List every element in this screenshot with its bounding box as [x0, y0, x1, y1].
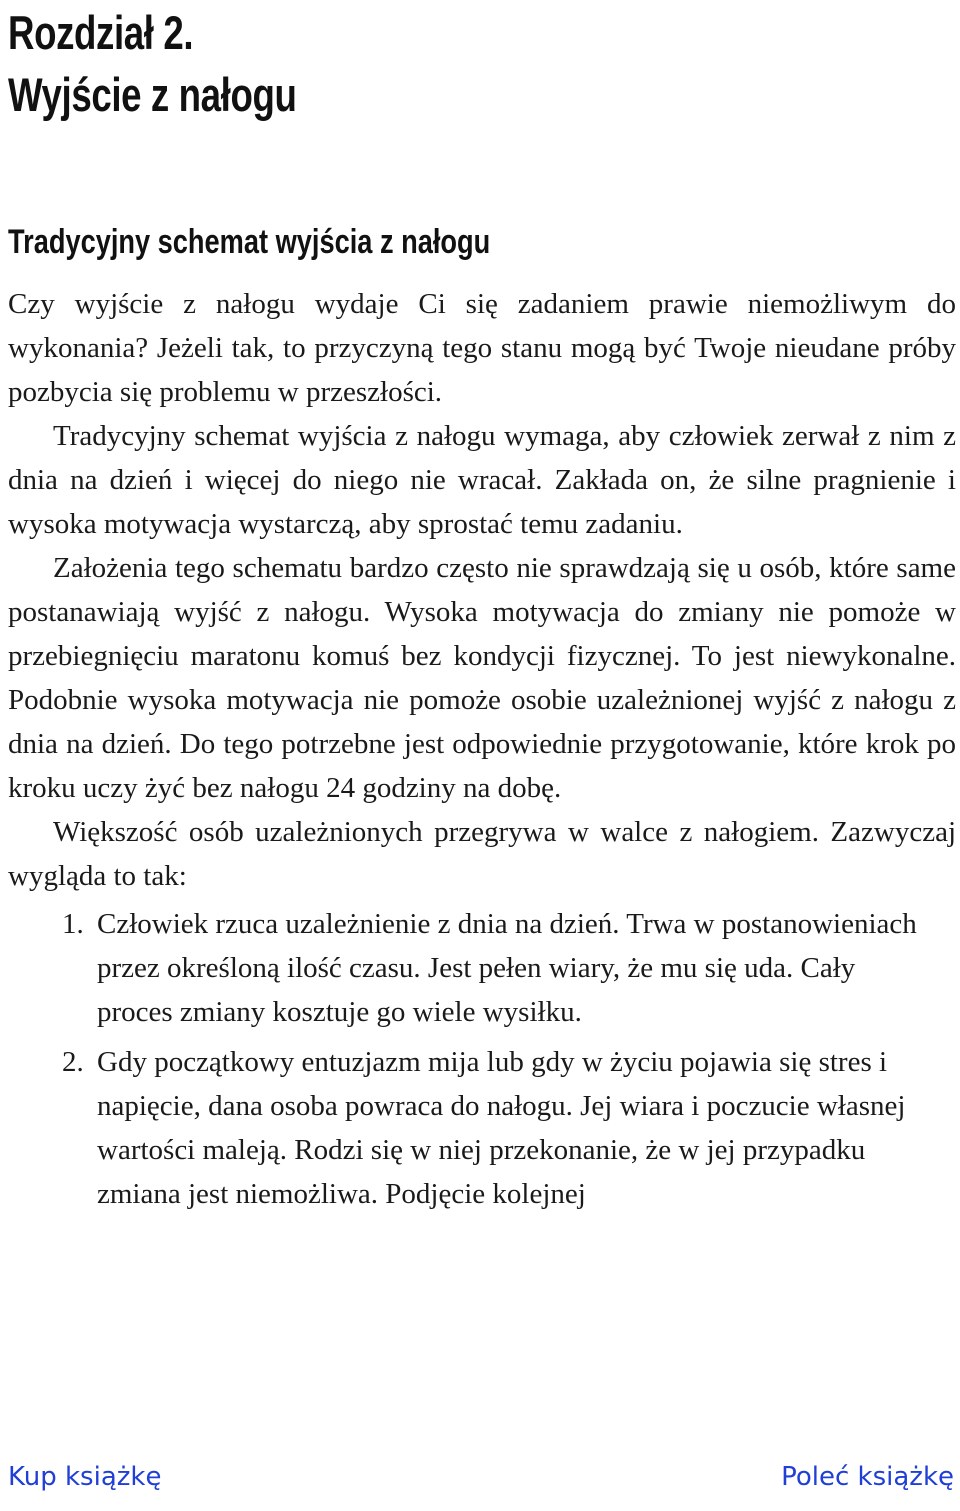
- chapter-number: Rozdział 2.: [8, 6, 194, 59]
- chapter-title: [8, 2, 296, 126]
- paragraph: Większość osób uzależnionych przegrywa w walce z nałogiem. Zazwyczaj wygląda to tak:: [8, 816, 956, 892]
- paragraph: Założenia tego schematu bardzo często nie sprawdzają się u osób, które same postanawiają wyjść z nałogu. Wysoka motywacja do zmiany nie pomoże w przebiegnięciu maratonu komuś bez kondycji fizycznej. To jest niewykonalne. Podobnie wysoka motywacja nie pomoże osobie uzależnionej wyjść z nałogu z dnia na dzień. Do tego potrzebne jest odpowiednie przygotowanie, które krok po kroku uczy żyć bez nałogu 24 godziny na dobę.: [8, 552, 956, 804]
- footer: [0, 1462, 960, 1502]
- recommend-book-link[interactable]: Poleć książkę: [781, 1462, 954, 1492]
- list-item-number: 1.: [62, 908, 84, 940]
- section-heading: Tradycyjny schemat wyjścia z nałogu: [8, 223, 491, 261]
- list-item-text: Gdy początkowy entuzjazm mija lub gdy w życiu pojawia się stres i napięcie, dana osoba powraca do nałogu. Jej wiara i poczucie własnej wartości maleją. Rodzi się w niej przekonanie, że w jej przypadku zmiana jest niemożliwa. Podjęcie kolejnej: [97, 1046, 906, 1210]
- body-text: [8, 282, 956, 1222]
- paragraph: Czy wyjście z nałogu wydaje Ci się zadaniem prawie niemożliwym do wykonania? Jeżeli tak, to przyczyną tego stanu mogą być Twoje nieudane próby pozbycia się problemu w przeszłości.: [8, 288, 956, 408]
- paragraph: Tradycyjny schemat wyjścia z nałogu wymaga, aby człowiek zerwał z nim z dnia na dzień i więcej do niego nie wracał. Zakłada on, że silne pragnienie i wysoka motywacja wystarczą, aby sprostać temu zadaniu.: [8, 420, 956, 540]
- buy-book-link[interactable]: Kup książkę: [8, 1462, 162, 1492]
- numbered-list: [8, 902, 956, 1216]
- list-item: [8, 1040, 956, 1216]
- list-item: [8, 902, 956, 1034]
- list-item-text: Człowiek rzuca uzależnienie z dnia na dzień. Trwa w postanowieniach przez określoną ilość czasu. Jest pełen wiary, że mu się uda. Cały proces zmiany kosztuje go wiele wysiłku.: [97, 908, 917, 1028]
- chapter-name: Wyjście z nałogu: [8, 68, 297, 121]
- list-item-number: 2.: [62, 1046, 84, 1078]
